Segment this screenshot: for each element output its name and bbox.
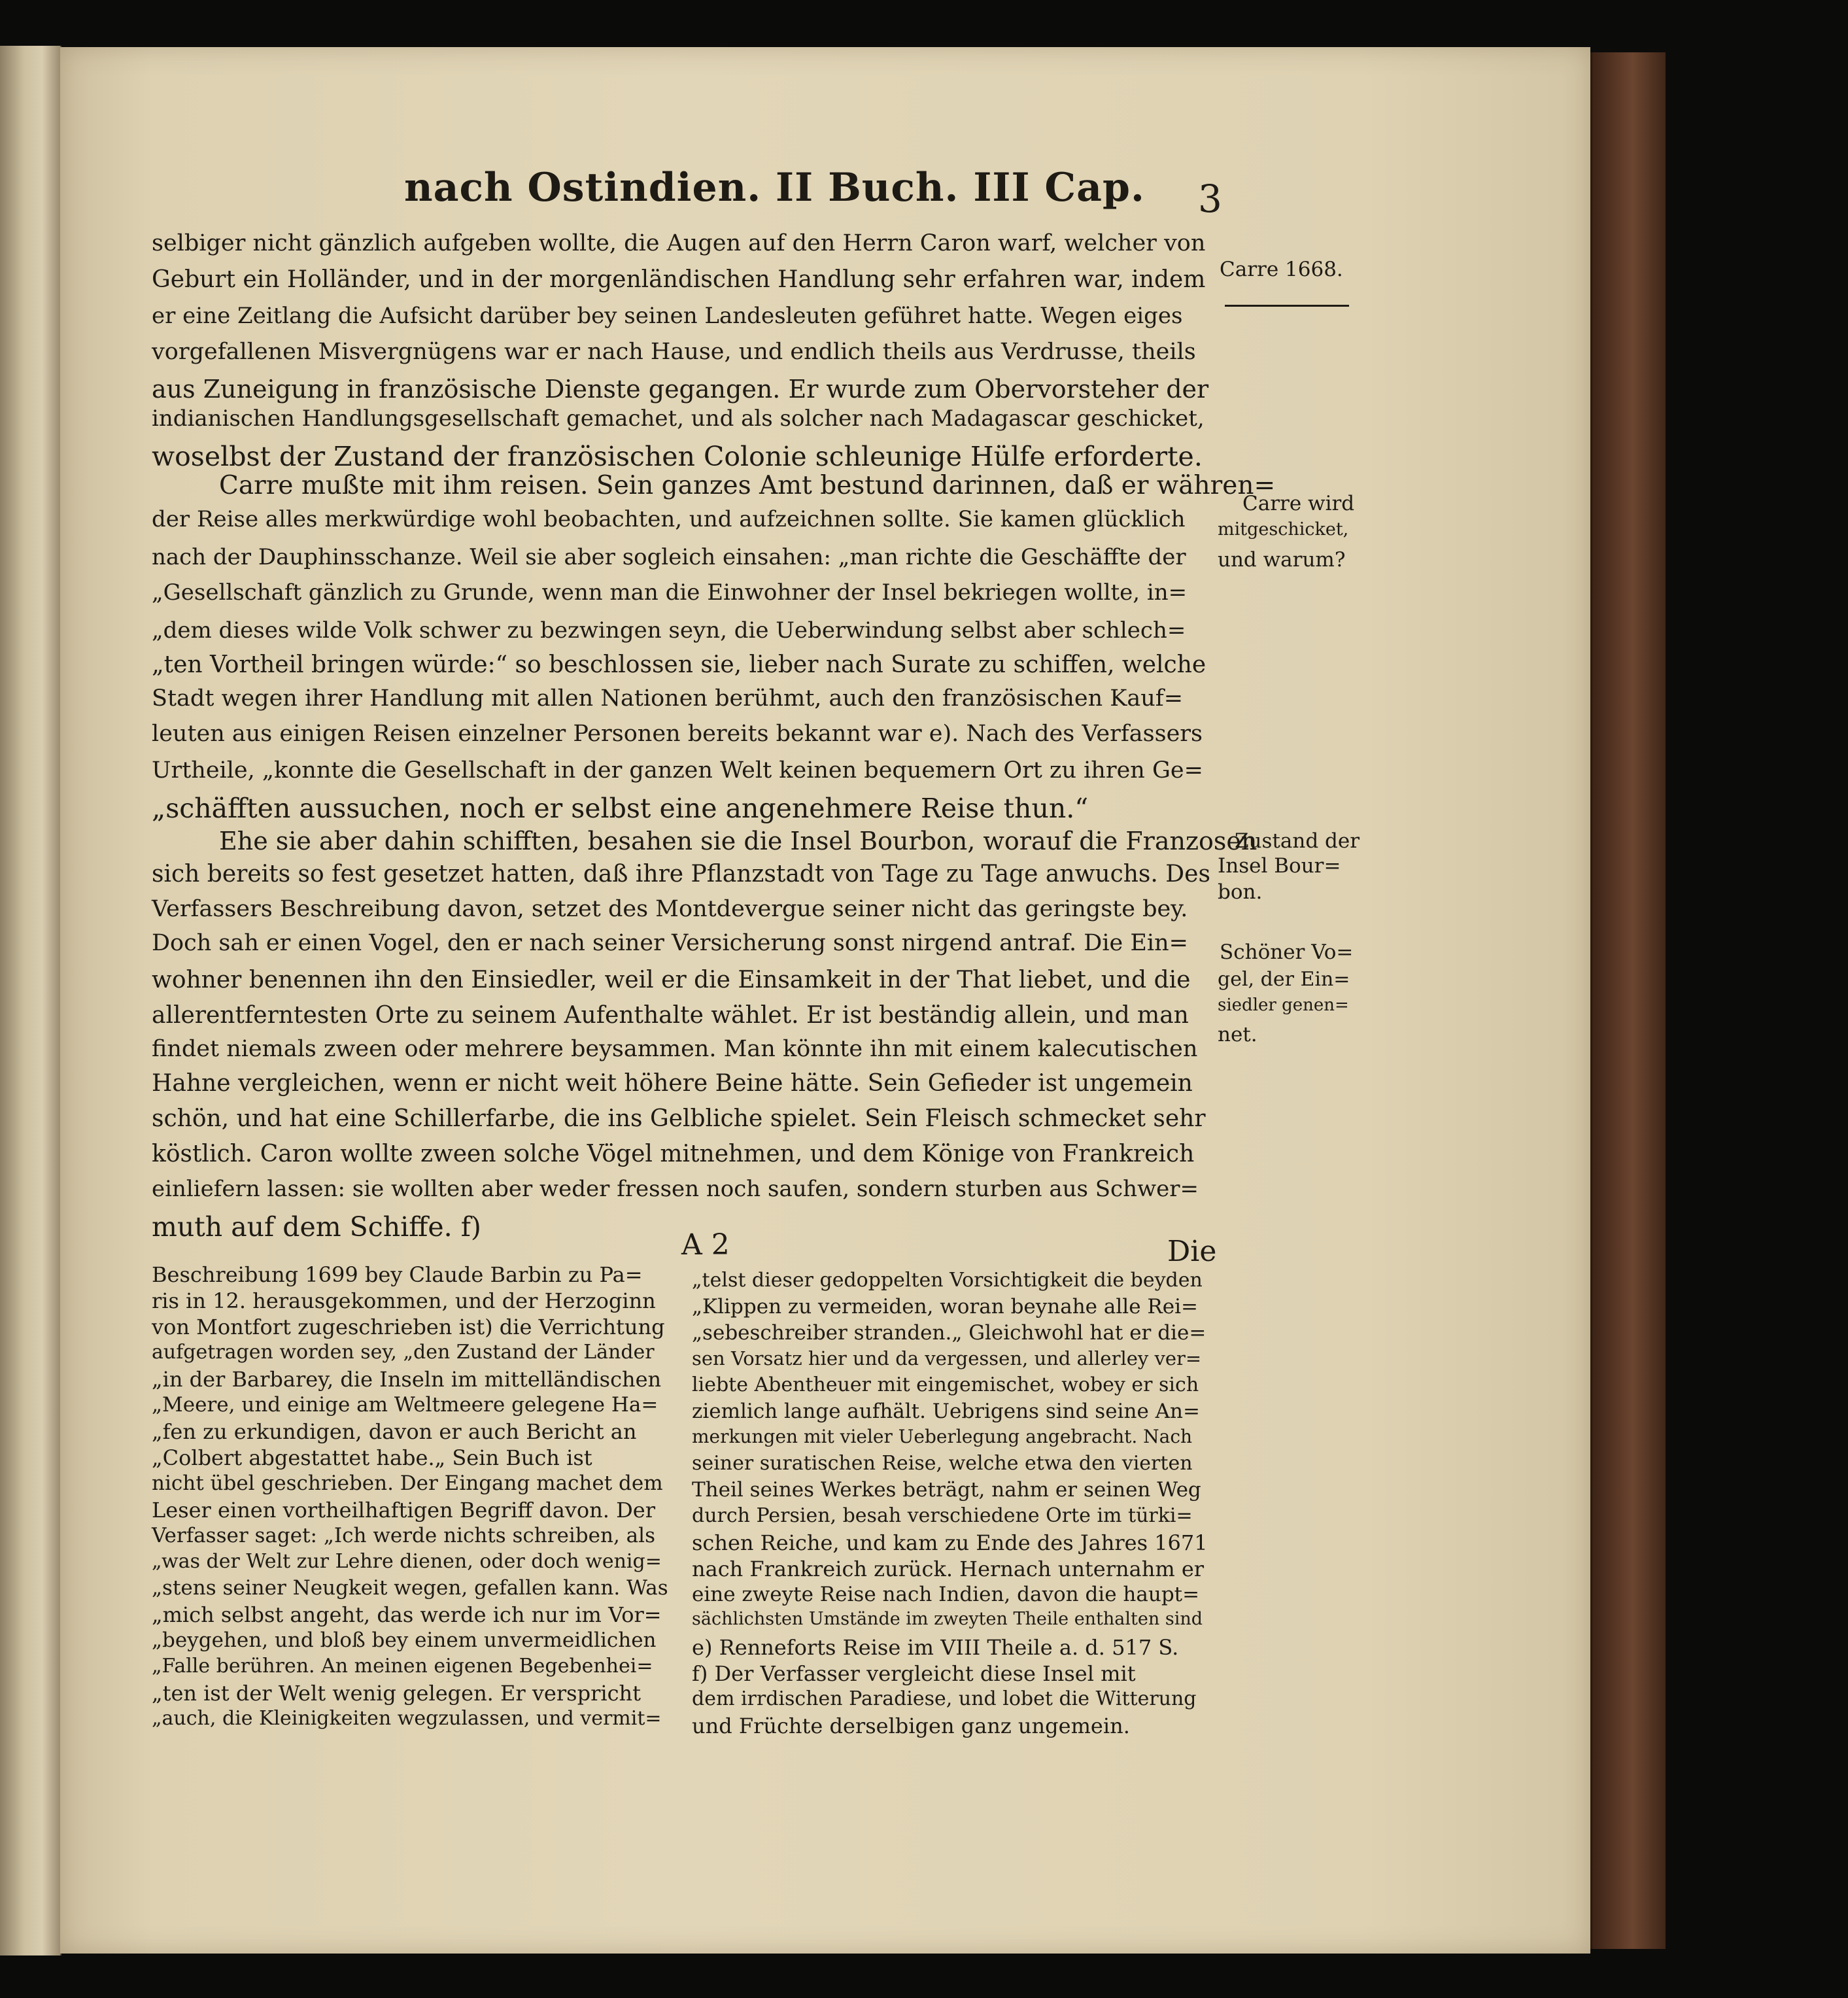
body-text-line: selbiger nicht gänzlich aufgeben wollte, die Augen auf den Herrn Caron warf, welcher von	[152, 230, 1206, 256]
body-text-line: sich bereits so fest gesetzet hatten, daß ihre Pflanzstadt von Tage zu Tage anwuchs. Des	[152, 861, 1210, 887]
footnote-line-left: aufgetragen worden sey, „den Zustand der Länder	[152, 1341, 655, 1364]
facing-page-edge	[0, 46, 61, 1955]
footnote-line-left: „Colbert abgestattet habe.„ Sein Buch ist	[152, 1445, 592, 1470]
body-text-line: „schäfften aussuchen, noch er selbst eine angenehmere Reise thun.“	[152, 793, 1089, 824]
footnote-line-right: „Klippen zu vermeiden, woran beynahe alle Rei=	[692, 1295, 1198, 1318]
footnote-line-left: ris in 12. herausgekommen, und der Herzoginn	[152, 1288, 656, 1313]
margin-note-line: mitgeschicket,	[1218, 519, 1349, 540]
body-text-line: der Reise alles merkwürdige wohl beobachten, und aufzeichnen sollte. Sie kamen glücklich	[152, 506, 1186, 532]
footnote-line-right: nach Frankreich zurück. Hernach unternahm er	[692, 1557, 1205, 1581]
body-text-line: Hahne vergleichen, wenn er nicht weit höhere Beine hätte. Sein Gefieder ist ungemein	[152, 1070, 1193, 1097]
footnote-line-right: liebte Abentheuer mit eingemischet, wobey er sich	[692, 1373, 1199, 1396]
margin-note-line: net.	[1218, 1023, 1258, 1046]
footnote-line-left: „Meere, und einige am Weltmeere gelegene Ha=	[152, 1393, 659, 1417]
body-text-line: nach der Dauphinsschanze. Weil sie aber sogleich einsahen: „man richte die Geschäffte der	[152, 544, 1186, 570]
body-text-line: er eine Zeitlang die Aufsicht darüber bey seinen Landesleuten geführet hatte. Wegen eiges	[152, 303, 1183, 329]
body-text-line: Verfassers Beschreibung davon, setzet des Montdevergue seiner nicht das geringste bey.	[152, 896, 1188, 922]
footnote-line-right: schen Reiche, und kam zu Ende des Jahres 1671	[692, 1530, 1208, 1555]
footnote-line-left: „ten ist der Welt wenig gelegen. Er verspricht	[152, 1681, 641, 1706]
margin-note-line: bon.	[1218, 880, 1263, 904]
margin-note-line: Carre 1668.	[1220, 258, 1343, 281]
footnote-line-right: durch Persien, besah verschiedene Orte im türki=	[692, 1504, 1193, 1527]
margin-note-line: gel, der Ein=	[1218, 968, 1350, 991]
body-text-line: Stadt wegen ihrer Handlung mit allen Nationen berühmt, auch den französischen Kauf=	[152, 685, 1184, 712]
margin-note-line: Insel Bour=	[1218, 854, 1341, 878]
body-text-line: schön, und hat eine Schillerfarbe, die ins Gelbliche spielet. Sein Fleisch schmecket sehr	[152, 1105, 1206, 1132]
body-text-line: vorgefallenen Misvergnügens war er nach Hause, und endlich theils aus Verdrusse, theils	[152, 339, 1196, 365]
footnote-line-left: „fen zu erkundigen, davon er auch Bericht an	[152, 1419, 637, 1444]
footnote-line-left: Verfasser saget: „Ich werde nichts schreiben, als	[152, 1524, 655, 1547]
body-text-line: indianischen Handlungsgesellschaft gemachet, und als solcher nach Madagascar geschicket,	[152, 405, 1205, 432]
running-title: nach Ostindien. II Buch. III Cap.	[404, 165, 1145, 211]
footnote-line-right: Theil seines Werkes beträgt, nahm er seinen Weg	[692, 1478, 1201, 1502]
footnote-line-left: Beschreibung 1699 bey Claude Barbin zu Pa=	[152, 1262, 643, 1287]
footnote-line-left: nicht übel geschrieben. Der Eingang machet dem	[152, 1472, 663, 1495]
body-text-line: allerentferntesten Orte zu seinem Aufenthalte wählet. Er ist beständig allein, und man	[152, 1002, 1189, 1029]
footnote-line-left: „was der Welt zur Lehre dienen, oder doch wenig=	[152, 1550, 662, 1573]
body-text-line: „ten Vortheil bringen würde:“ so beschlossen sie, lieber nach Surate zu schiffen, welche	[152, 651, 1206, 678]
footnote-line-right: seiner suratischen Reise, welche etwa den vierten	[692, 1452, 1193, 1475]
body-text-line: leuten aus einigen Reisen einzelner Personen bereits bekannt war e). Nach des Verfassers	[152, 721, 1203, 747]
margin-note-line: Zustand der	[1235, 829, 1360, 853]
body-text-line: „Gesellschaft gänzlich zu Grunde, wenn man die Einwohner der Insel bekriegen wollte, in=	[152, 579, 1188, 606]
book-binding	[1590, 52, 1666, 1949]
footnote-line-left: „auch, die Kleinigkeiten wegzulassen, und vermit=	[152, 1707, 662, 1730]
body-text-line: Geburt ein Holländer, und in der morgenländischen Handlung sehr erfahren war, indem	[152, 266, 1206, 293]
footnote-line-right: „sebeschreiber stranden.„ Gleichwohl hat er die=	[692, 1321, 1206, 1345]
body-text-line: Urtheile, „konnte die Gesellschaft in der ganzen Welt keinen bequemern Ort zu ihren Ge=	[152, 757, 1203, 784]
footnote-line-right: eine zweyte Reise nach Indien, davon die haupt=	[692, 1583, 1200, 1606]
body-text-line: einliefern lassen: sie wollten aber weder fressen noch saufen, sondern sturben aus Schwer=	[152, 1176, 1199, 1202]
catchword: Die	[1167, 1235, 1217, 1268]
margin-brace	[1225, 298, 1349, 307]
footnote-line-right: ziemlich lange aufhält. Uebrigens sind seine An=	[692, 1400, 1200, 1423]
body-text-line: köstlich. Caron wollte zween solche Vögel mitnehmen, und dem Könige von Frankreich	[152, 1141, 1195, 1167]
body-text-line: Carre mußte mit ihm reisen. Sein ganzes Amt bestund darinnen, daß er währen=	[219, 471, 1276, 500]
body-text-line: „dem dieses wilde Volk schwer zu bezwingen seyn, die Ueberwindung selbst aber schlech=	[152, 617, 1186, 644]
footnote-line-left: „stens seiner Neugkeit wegen, gefallen kann. Was	[152, 1576, 668, 1600]
margin-note-line: Schöner Vo=	[1220, 940, 1354, 964]
footnote-line-right: sächlichsten Umstände im zweyten Theile enthalten sind	[692, 1609, 1203, 1629]
footnote-line-left: Leser einen vortheilhaftigen Begriff davon. Der	[152, 1498, 655, 1523]
body-text-line: findet niemals zween oder mehrere beysammen. Man könnte ihn mit einem kalecutischen	[152, 1036, 1198, 1062]
body-text-line: Doch sah er einen Vogel, den er nach seiner Versicherung sonst nirgend antraf. Die Ein=	[152, 930, 1188, 956]
footnote-line-left: von Montfort zugeschrieben ist) die Verrichtung	[152, 1315, 665, 1339]
signature-mark: A 2	[681, 1228, 730, 1262]
page-number: 3	[1198, 177, 1222, 221]
body-text-line: wohner benennen ihn den Einsiedler, weil er die Einsamkeit in der That liebet, und die	[152, 967, 1191, 993]
footnote-line-right: sen Vorsatz hier und da vergessen, und allerley ver=	[692, 1347, 1202, 1369]
margin-note-line: Carre wird	[1242, 492, 1355, 515]
body-text-line: aus Zuneigung in französische Dienste gegangen. Er wurde zum Obervorsteher der	[152, 375, 1209, 404]
body-text-line: muth auf dem Schiffe. f)	[152, 1211, 481, 1243]
footnote-line-right: e) Renneforts Reise im VIII Theile a. d. 517 S.	[692, 1635, 1179, 1660]
footnote-line-left: „Falle berühren. An meinen eigenen Begebenhei=	[152, 1655, 653, 1678]
footnote-line-right: und Früchte derselbigen ganz ungemein.	[692, 1714, 1130, 1738]
footnote-line-right: merkungen mit vieler Ueberlegung angebracht. Nach	[692, 1426, 1193, 1447]
footnote-line-right: dem irrdischen Paradiese, und lobet die Witterung	[692, 1687, 1197, 1710]
body-text-line: Ehe sie aber dahin schifften, besahen sie die Insel Bourbon, worauf die Franzosen	[219, 827, 1258, 855]
footnote-line-right: „telst dieser gedoppelten Vorsichtigkeit die beyden	[692, 1269, 1203, 1292]
footnote-line-right: f) Der Verfasser vergleicht diese Insel mit	[692, 1661, 1136, 1686]
footnote-line-left: „in der Barbarey, die Inseln im mittelländischen	[152, 1367, 662, 1392]
body-text-line: woselbst der Zustand der französischen Colonie schleunige Hülfe erforderte.	[152, 441, 1203, 472]
footnote-line-left: „mich selbst angeht, das werde ich nur im Vor=	[152, 1602, 662, 1627]
margin-note-line: siedler genen=	[1218, 995, 1349, 1015]
footnote-line-left: „beygehen, und bloß bey einem unvermeidlichen	[152, 1628, 657, 1652]
margin-note-line: und warum?	[1218, 548, 1346, 572]
